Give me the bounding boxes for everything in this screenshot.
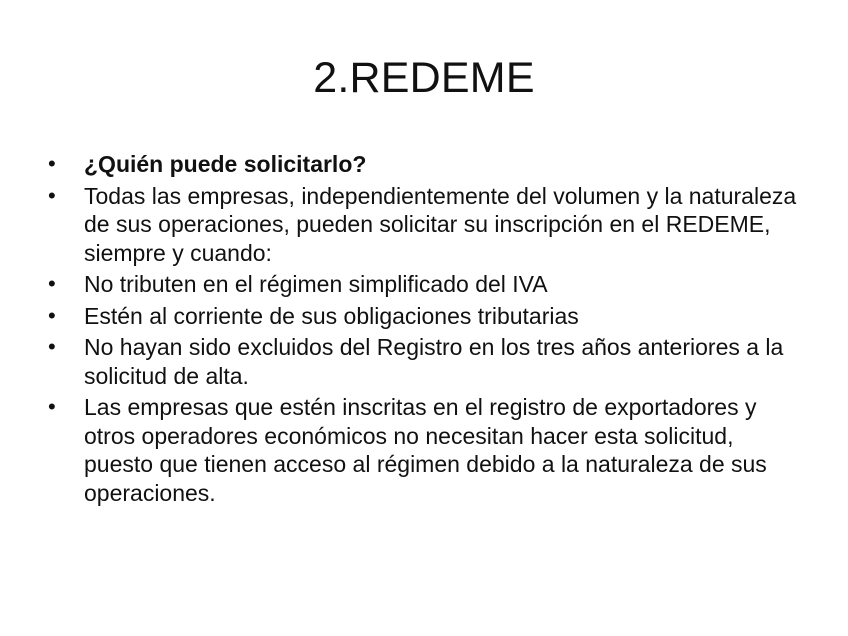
bullet-list	[48, 150, 808, 510]
bullet-item	[48, 182, 808, 268]
bullet-text: No tributen en el régimen simplificado del IVA	[84, 271, 548, 297]
bullet-text: Las empresas que estén inscritas en el registro de exportadores y otros operadores económicos no necesitan hacer esta solicitud, puesto que tienen acceso al régimen debido a la naturaleza de sus operaciones.	[84, 394, 767, 506]
bullet-text: Todas las empresas, independientemente del volumen y la naturaleza de sus operaciones, pueden solicitar su inscripción en el REDEME, siempre y cuando:	[84, 182, 797, 266]
bullet-item	[48, 150, 808, 179]
bullet-item	[48, 393, 808, 507]
bullet-item	[48, 302, 808, 331]
bullet-marker: •	[48, 271, 56, 296]
bullet-marker: •	[48, 182, 56, 208]
bullet-text: No hayan sido excluidos del Registro en los tres años anteriores a la solicitud de alta.	[84, 334, 784, 389]
bullet-item	[48, 333, 808, 390]
bullet-marker: •	[48, 334, 56, 359]
bullet-marker: •	[48, 302, 56, 328]
bullet-text: Estén al corriente de sus obligaciones tributarias	[84, 302, 579, 329]
bullet-item	[48, 270, 808, 299]
bullet-marker: •	[48, 151, 56, 176]
bullet-marker: •	[48, 394, 56, 419]
bullet-text: ¿Quién puede solicitarlo?	[84, 151, 367, 177]
slide-title: 2.REDEME	[313, 54, 535, 102]
